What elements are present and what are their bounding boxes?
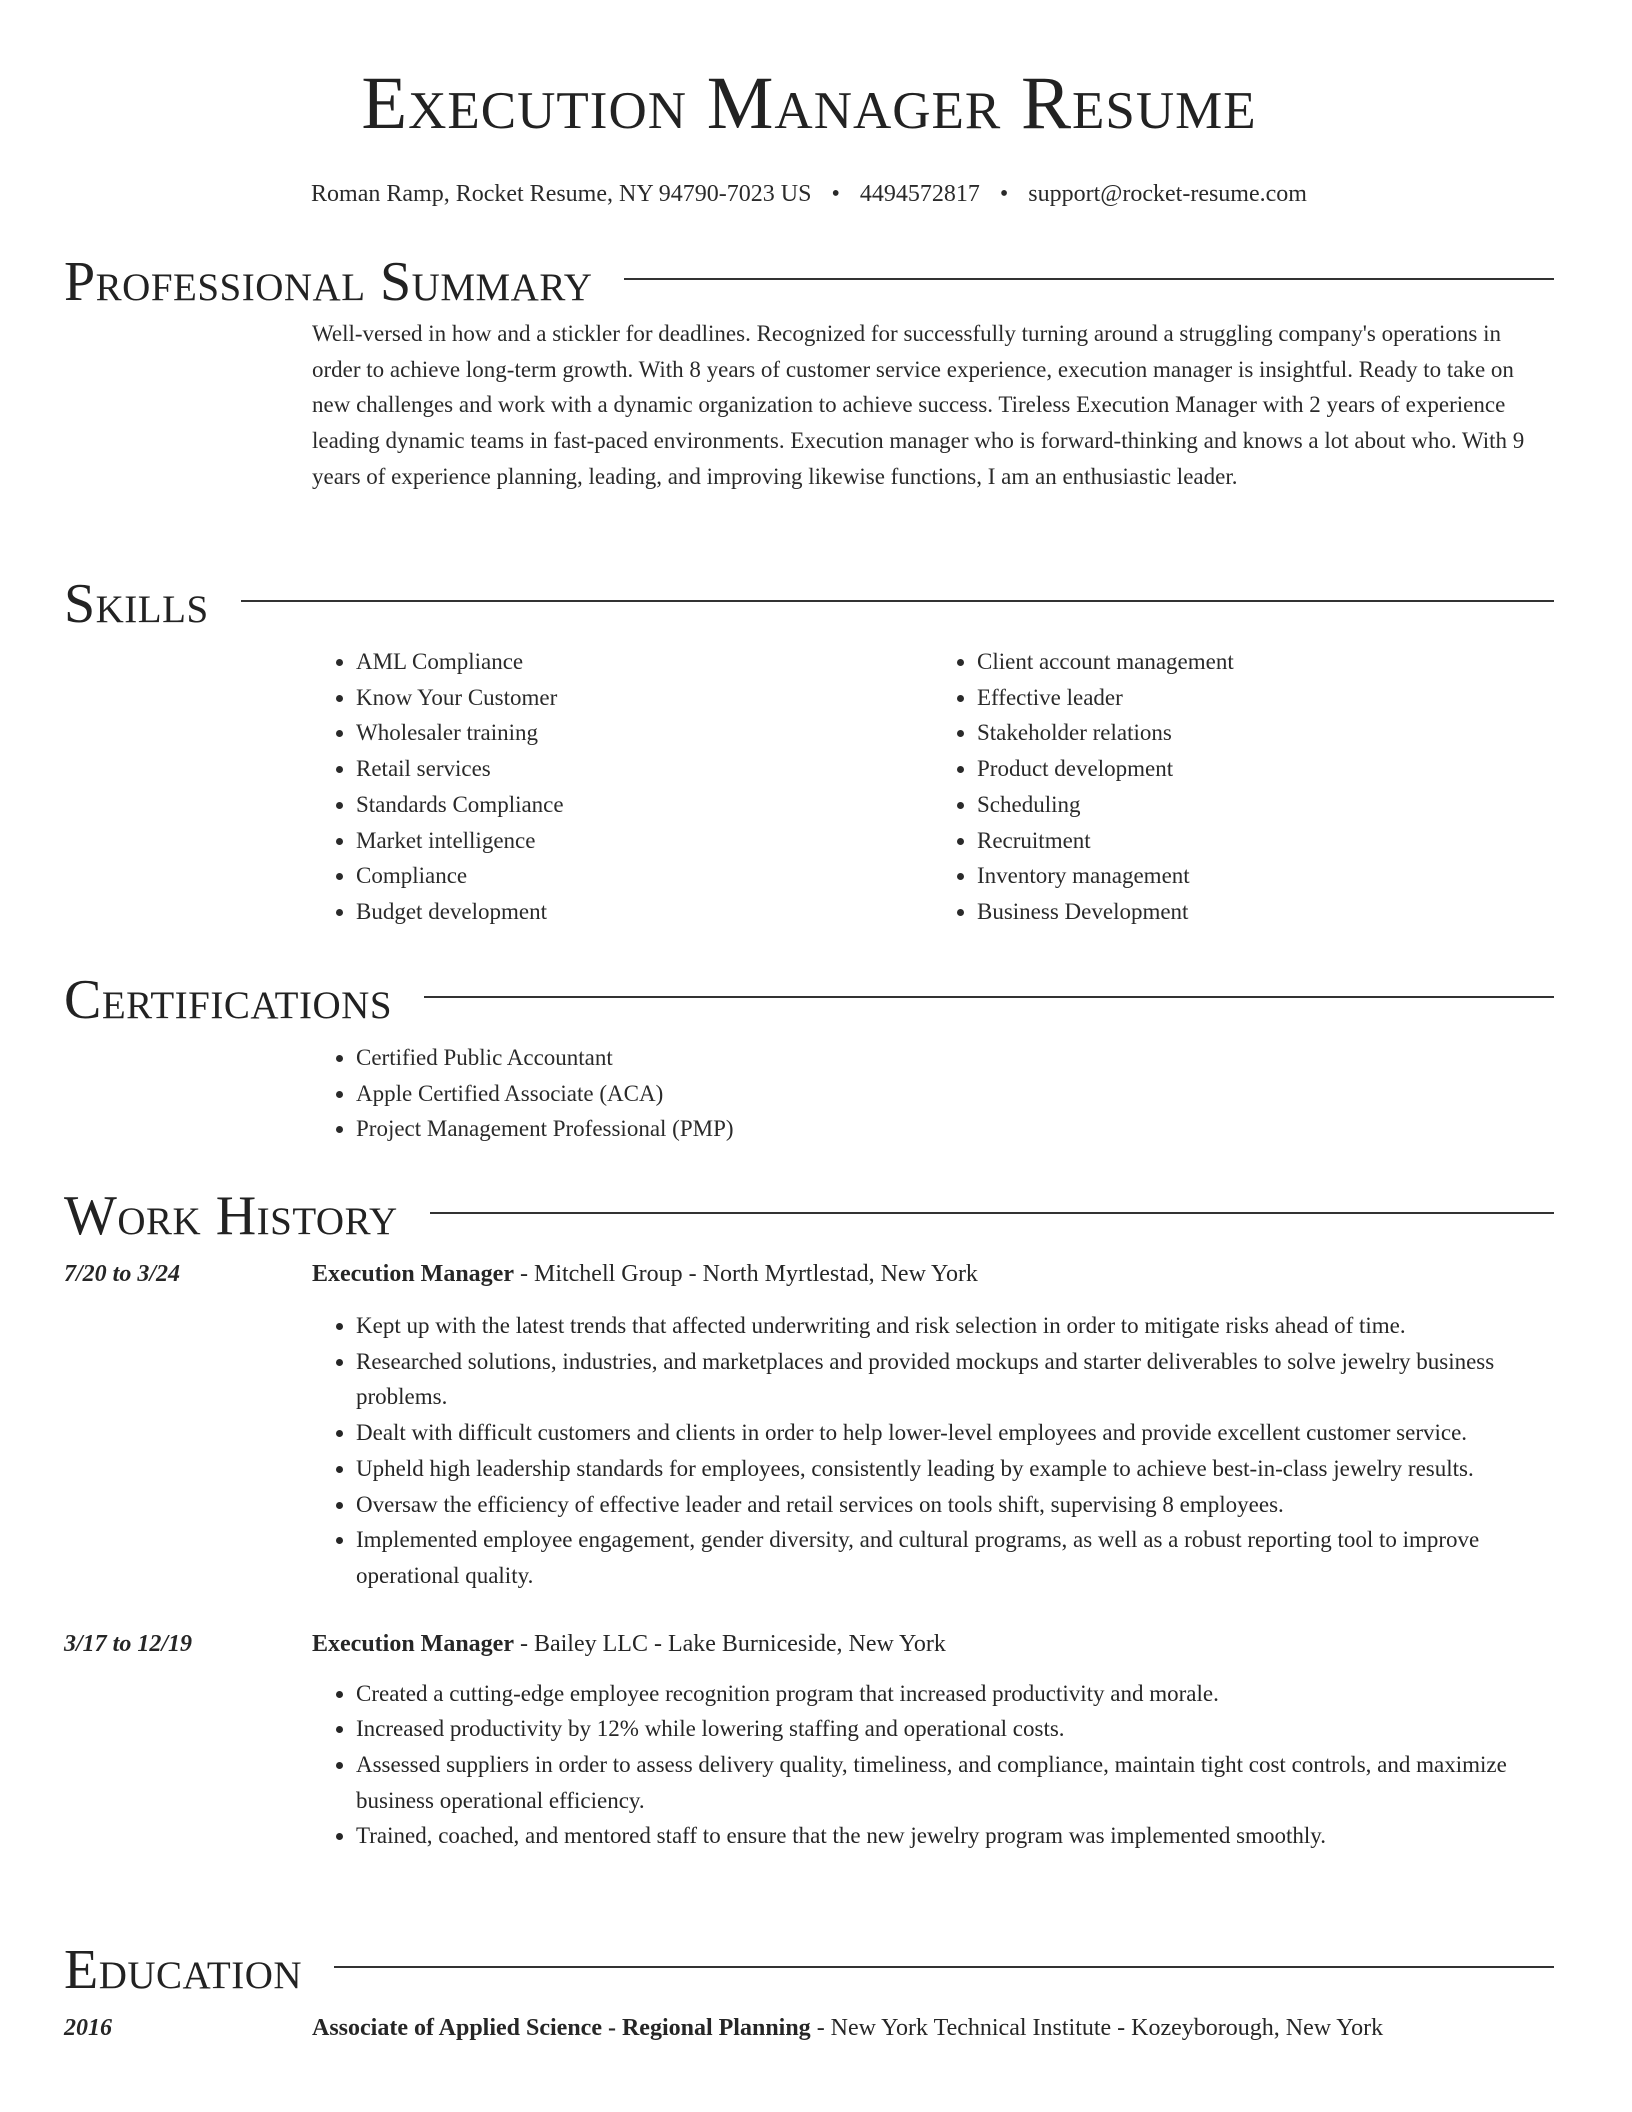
job-header	[64, 1626, 1554, 1662]
education-year: 2016	[64, 2015, 112, 2041]
job-bullet: • Dealt with difficult customers and clients in order to help lower-level employees and provide excellent customer service.	[356, 1415, 1554, 1451]
job-bullet: • Created a cutting-edge employee recognition program that increased productivity and morale.	[356, 1676, 1554, 1712]
job-title: Execution Manager	[312, 1261, 514, 1287]
certification-item: • Certified Public Accountant	[356, 1040, 1554, 1076]
certifications-section	[64, 968, 1554, 1147]
job-bullet: • Upheld high leadership standards for employees, consistently leading by example to achieve best-in-class jewelry results.	[356, 1451, 1554, 1487]
certifications-heading: Certifications	[64, 969, 393, 1031]
skill-item: • Product development	[977, 751, 1554, 787]
skill-item: • Client account management	[977, 644, 1554, 680]
work-heading: Work History	[64, 1185, 398, 1247]
job-bullet: • Oversaw the efficiency of effective leader and retail services on tools shift, supervising 8 employees.	[356, 1487, 1554, 1523]
contact-phone: 4494572817	[859, 181, 980, 207]
section-divider	[624, 278, 1554, 280]
skill-item: • Wholesaler training	[356, 715, 933, 751]
summary-body	[312, 316, 1554, 495]
skill-item: • Recruitment	[977, 823, 1554, 859]
certification-item: • Apple Certified Associate (ACA)	[356, 1076, 1554, 1112]
education-degree: Associate of Applied Science - Regional Planning	[312, 2015, 811, 2041]
resume-title: Execution Manager Resume	[361, 62, 1257, 145]
job-title-line	[312, 1256, 978, 1292]
education-heading: Education	[64, 1939, 303, 2001]
education-details: - New York Technical Institute - Kozeyborough, New York	[810, 2015, 1384, 2041]
work-history-section	[64, 1184, 1554, 1854]
section-divider	[241, 600, 1554, 602]
job-title-line	[312, 1626, 946, 1662]
job-entry	[64, 1256, 1554, 1594]
certifications-body	[312, 1040, 1554, 1147]
skill-item: • Compliance	[356, 858, 933, 894]
skills-list-left	[312, 644, 933, 930]
job-bullet: • Assessed suppliers in order to assess delivery quality, timeliness, and compliance, maintain tight cost controls, and maximize business operational efficiency.	[356, 1747, 1554, 1818]
job-dates: 7/20 to 3/24	[64, 1261, 181, 1287]
education-entry	[64, 2010, 1554, 2046]
skill-item: • Scheduling	[977, 787, 1554, 823]
skills-heading-row	[64, 572, 1554, 636]
summary-heading-row	[64, 250, 1554, 314]
contact-address: Roman Ramp, Rocket Resume, NY 94790-7023 US	[311, 181, 812, 207]
education-section	[64, 1938, 1554, 2046]
skill-item: • Retail services	[356, 751, 933, 787]
section-divider	[334, 1966, 1554, 1968]
skills-list-right	[933, 644, 1554, 930]
contact-separator: •	[831, 181, 840, 207]
skills-section	[64, 572, 1554, 930]
work-heading-row	[64, 1184, 1554, 1248]
section-divider	[430, 1212, 1554, 1214]
section-divider	[424, 996, 1554, 998]
job-bullet: • Implemented employee engagement, gender diversity, and cultural programs, as well as a robust reporting tool to improve operational quality.	[356, 1522, 1554, 1593]
contact-line	[64, 178, 1554, 210]
skill-item: • Market intelligence	[356, 823, 933, 859]
skill-item: • Business Development	[977, 894, 1554, 930]
job-header	[64, 1256, 1554, 1292]
job-bullets	[312, 1676, 1554, 1855]
contact-email: support@rocket-resume.com	[1028, 181, 1307, 207]
contact-separator: •	[999, 181, 1009, 207]
job-bullet: • Trained, coached, and mentored staff to ensure that the new jewelry program was implemented smoothly.	[356, 1818, 1554, 1854]
job-bullet: • Researched solutions, industries, and marketplaces and provided mockups and starter deliverables to solve jewelry business problems.	[356, 1344, 1554, 1415]
skills-heading: Skills	[64, 573, 209, 635]
skill-item: • Inventory management	[977, 858, 1554, 894]
summary-text: Well-versed in how and a stickler for deadlines. Recognized for successfully turning around a struggling company's operations in order to achieve long-term growth. With 8 years of customer service experience, execution manager is insightful. Ready to take on new challenges and work with a dynamic organization to achieve success. Tireless Execution Manager with 2 years of experience leading dynamic teams in fast-paced environments. Execution manager who is forward-thinking and knows a lot about who. With 9 years of experience planning, leading, and improving likewise functions, I am an enthusiastic leader.	[312, 321, 1525, 489]
summary-heading: Professional Summary	[64, 251, 593, 313]
job-details: - Bailey LLC - Lake Burniceside, New York	[513, 1630, 946, 1657]
certification-item: • Project Management Professional (PMP)	[356, 1111, 1554, 1147]
summary-section	[64, 250, 1554, 495]
job-bullet: • Kept up with the latest trends that affected underwriting and risk selection in order to mitigate risks ahead of time.	[356, 1308, 1554, 1344]
skill-item: • Stakeholder relations	[977, 715, 1554, 751]
job-bullet: • Increased productivity by 12% while lowering staffing and operational costs.	[356, 1711, 1554, 1747]
job-title: Execution Manager	[312, 1630, 514, 1657]
certifications-list	[312, 1040, 1554, 1147]
education-heading-row	[64, 1938, 1554, 2002]
resume-page	[64, 0, 1554, 2041]
skills-columns	[312, 644, 1554, 930]
job-entry	[64, 1626, 1554, 1855]
job-details: - Mitchell Group - North Myrtlestad, New York	[513, 1261, 978, 1287]
job-bullets	[312, 1308, 1554, 1594]
education-line	[312, 2010, 1383, 2046]
certifications-heading-row	[64, 968, 1554, 1032]
skill-item: • Know Your Customer	[356, 680, 933, 716]
skill-item: • Effective leader	[977, 680, 1554, 716]
job-dates: 3/17 to 12/19	[64, 1630, 193, 1657]
skill-item: • AML Compliance	[356, 644, 933, 680]
skill-item: • Standards Compliance	[356, 787, 933, 823]
skill-item: • Budget development	[356, 894, 933, 930]
